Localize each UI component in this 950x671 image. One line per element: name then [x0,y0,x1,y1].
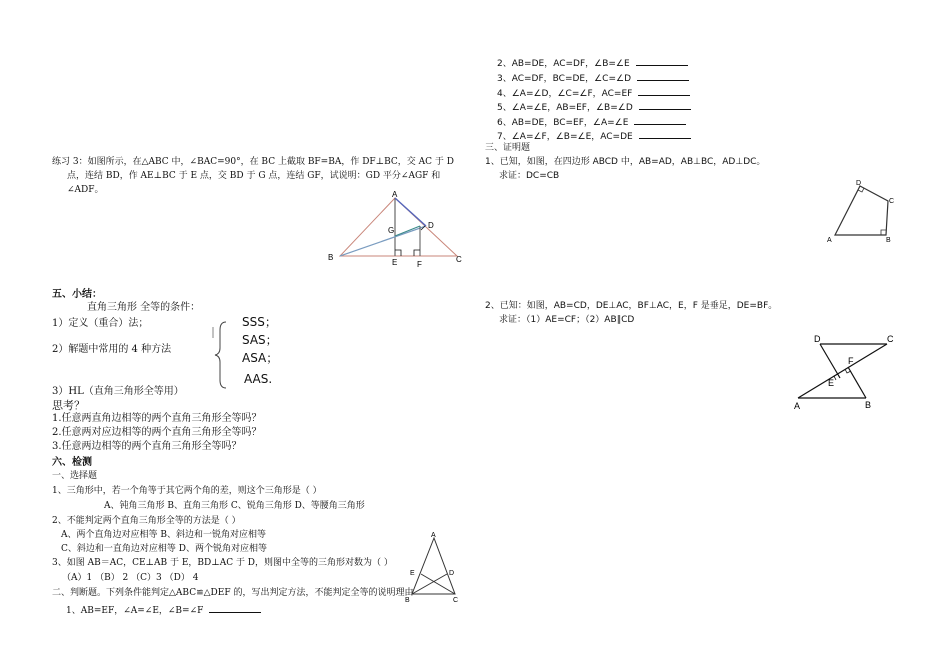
fig2-label-d: D [449,570,455,577]
fig4-label-b: B [865,400,872,410]
judge-item4-text: 4、∠A=∠D，∠C=∠F，AC=EF [497,89,633,99]
proof2-prove: 求证：（1）AE=CF；（2）AB∥CD [499,315,635,325]
fig2-label-e: E [410,570,415,577]
choice-q1-options: A、钝角三角形 B、直角三角形 C、锐角三角形 D、等腰角三角形 [104,501,365,511]
judge-item5 [497,100,691,114]
judge-item6-text: 6、AB=DE，BC=EF，∠A=∠E [497,118,629,128]
fig3-label-d: D [856,180,862,187]
fig3-label-b: B [886,237,891,244]
fig1-label-g: G [388,226,395,235]
answer-blank[interactable] [638,86,690,96]
judge-heading: 二、判断题。下列条件能判定△ABC≌△DEF 的，写出判定方法，不能判定全等的说明理由 [52,588,414,598]
fig1-label-d: D [428,221,434,230]
fig1-label-a: A [392,190,398,199]
judge-item2-text: 2、AB=DE，AC=DF，∠B=∠E [497,59,630,69]
choice-q2-options-cd: C、斜边和一直角边对应相等 D、两个锐角对应相等 [61,544,267,554]
answer-blank[interactable] [639,100,691,110]
test-heading: 六、检测 [52,457,92,468]
summary-condition: 直角三角形 全等的条件： [87,302,201,313]
proof-heading: 三、证明题 [485,143,531,153]
summary-item2: 2）解题中常用的 4 种方法 [52,344,172,355]
summary-item1: 1）定义（重合）法； [52,318,149,329]
judge-item1-text: 1、AB=EF，∠A=∠E，∠B=∠F [66,606,204,616]
fig2-label-c: C [453,597,459,604]
fig4-label-d: D [814,334,821,344]
fig1-label-c: C [456,255,462,264]
judge-item4 [497,86,690,100]
answer-blank[interactable] [636,56,688,66]
think-q3: 3.任意两边相等的两个直角三角形全等吗？ [52,441,242,452]
choice-q3: 3、如图 AB＝AC，CE⊥AB 于 E，BD⊥AC 于 D，则图中全等的三角形对数为（ ） [52,558,393,568]
summary-item3: 3）HL（直角三角形全等用） [52,386,184,397]
fig3-label-c: C [889,198,895,205]
answer-blank[interactable] [209,603,261,613]
choice-q2: 2、不能判定两个直角三角形全等的方法是（ ） [52,516,241,526]
fig4-label-a: A [794,401,801,411]
choice-q3-figure [405,530,465,605]
method-asa: ASA； [242,351,279,365]
proof2-figure [790,330,900,412]
judge-item6 [497,115,686,129]
fig1-label-f: F [417,260,422,269]
judge-item5-text: 5、∠A=∠E，AB=EF，∠B=∠D [497,103,633,113]
judge-item7-text: 7、∠A=∠F，∠B=∠E，AC=DE [497,132,633,142]
fig4-label-f: F [848,356,854,366]
proof1-figure [822,178,902,248]
exercise3-figure [325,190,470,270]
judge-item2 [497,56,688,70]
fig2-label-b: B [405,597,410,604]
fig2-label-a: A [431,532,436,539]
fig1-label-b: B [328,253,334,262]
judge-item7 [497,129,691,143]
answer-blank[interactable] [639,129,691,139]
method-aas: AAS. [244,372,273,386]
answer-blank[interactable] [634,115,686,125]
judge-item3-text: 3、AC=DF，BC=DE，∠C=∠D [497,74,632,84]
method-sas: SAS； [242,333,278,347]
summary-heading: 五、小结： [52,289,102,300]
choice-q2-options-ab: A、两个直角边对应相等 B、斜边和一锐角对应相等 [61,530,266,540]
fig4-label-c: C [887,334,894,344]
think-q2: 2.任意两对应边相等的两个直角三角形全等吗？ [52,427,262,438]
fig4-label-e: E [828,378,835,388]
proof1-given: 1、已知，如图，在四边形 ABCD 中，AB=AD，AB⊥BC，AD⊥DC。 [485,157,766,167]
answer-blank[interactable] [637,71,689,81]
fig3-label-a: A [827,237,832,244]
choice-heading: 一、选择题 [52,471,98,481]
proof1-prove: 求证：DC=CB [499,171,560,181]
think-q1: 1.任意两直角边相等的两个直角三角形全等吗？ [52,413,262,424]
judge-item3 [497,71,689,85]
think-heading: 思考？ [52,399,85,412]
proof2-given: 2、已知：如图，AB=CD，DE⊥AC，BF⊥AC，E，F 是垂足，DE=BF。 [485,301,778,311]
fig1-label-e: E [392,258,398,267]
exercise3-line3: ∠ADF。 [67,185,104,195]
exercise3-line2: 点，连结 BD，作 AE⊥BC 于 E 点，交 BD 于 G 点，连结 GF，试说明：GD 平分∠AGF 和 [67,171,441,181]
choice-q1: 1、三角形中，若一个角等于其它两个角的差，则这个三角形是（ ） [52,486,322,496]
judge-item1 [66,603,261,617]
choice-q3-options: （A）1 （B） 2 （C）3 （D） 4 [62,573,199,583]
method-sss: SSS； [242,315,277,329]
brace-icon [210,320,230,390]
exercise3-line1: 练习 3：如图所示，在△ABC 中，∠BAC=90°，在 BC 上截取 BF=BA，作 DF⊥BC，交 AC 于 D [52,157,454,167]
